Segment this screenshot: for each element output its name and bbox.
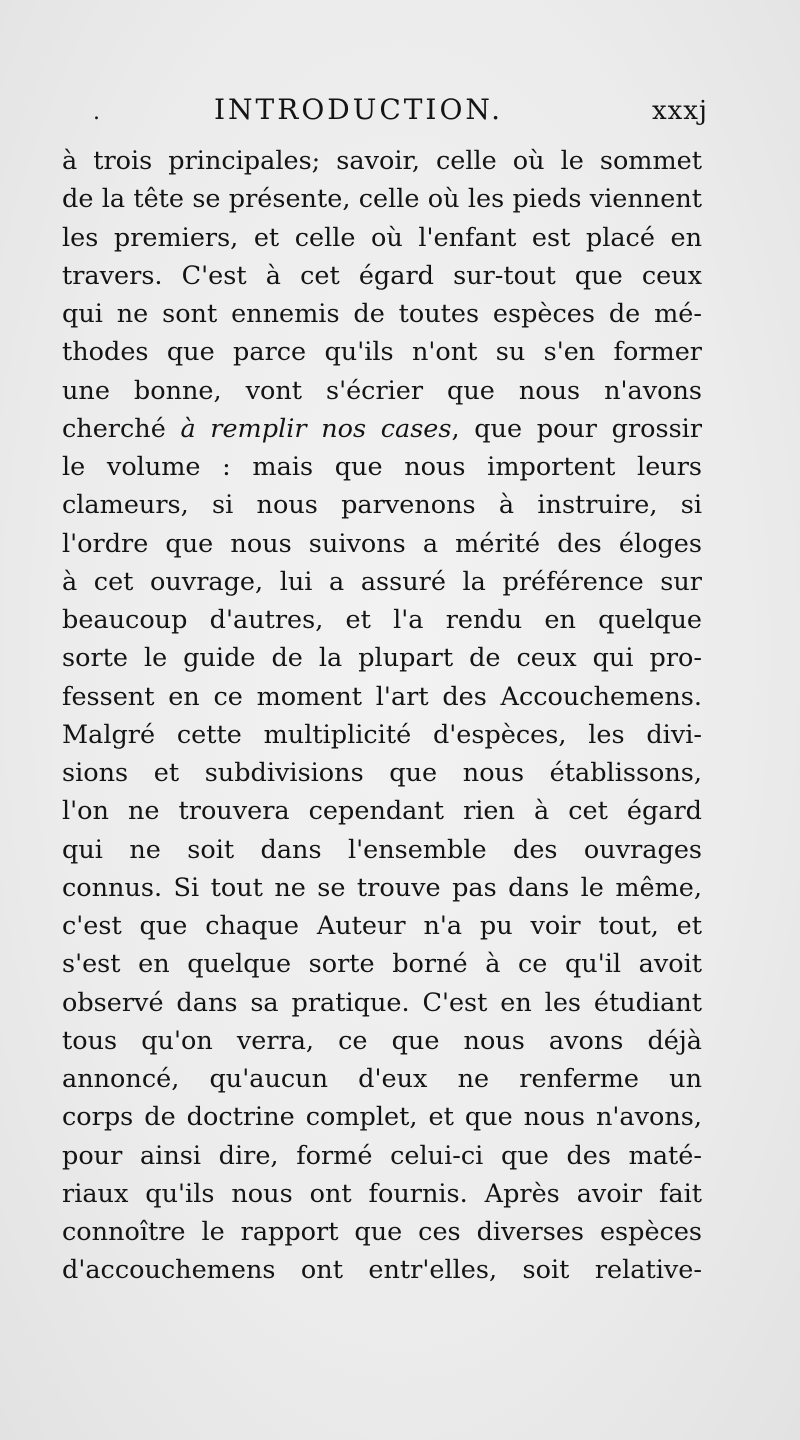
text-line: fessent en ce moment l'art des Accouchemens. xyxy=(62,681,702,712)
text-line: sorte le guide de la plupart de ceux qui pro- xyxy=(62,643,702,674)
text-line: à cet ouvrage, lui a assuré la préférence sur xyxy=(62,566,702,597)
text-line: s'est en quelque sorte borné à ce qu'il avoit xyxy=(62,949,702,980)
text-line: une bonne, vont s'écrier que nous n'avons xyxy=(62,375,702,406)
text-line: sions et subdivisions que nous établissons, xyxy=(62,758,702,788)
page-number: xxxj xyxy=(651,96,708,126)
text-segment: , que pour grossir xyxy=(451,413,702,444)
text-line: tous qu'on verra, ce que nous avons déjà xyxy=(62,1025,702,1056)
text-segment: cherché xyxy=(62,413,181,444)
text-line: observé dans sa pratique. C'est en les étudiant xyxy=(62,987,702,1018)
text-line: d'accouchemens ont entr'elles, soit relative- xyxy=(62,1255,702,1286)
text-line: le volume : mais que nous importent leurs xyxy=(62,452,702,482)
text-line: à trois principales; savoir, celle où le sommet xyxy=(62,146,702,176)
text-line: connoître le rapport que ces diverses espèces xyxy=(62,1217,702,1247)
text-line: qui ne soit dans l'ensemble des ouvrages xyxy=(62,834,702,865)
text-line: qui ne sont ennemis de toutes espèces de mé- xyxy=(62,299,702,329)
text-line xyxy=(62,410,702,448)
text-line: annoncé, qu'aucun d'eux ne renferme un xyxy=(62,1064,702,1094)
italic-phrase: à remplir nos cases xyxy=(180,413,452,444)
text-line: clameurs, si nous parvenons à instruire, si xyxy=(62,490,702,521)
running-title: INTRODUCTION. xyxy=(214,93,504,126)
running-header xyxy=(0,86,800,142)
text-line: l'on ne trouvera cependant rien à cet égard xyxy=(62,796,702,827)
text-line: c'est que chaque Auteur n'a pu voir tout, et xyxy=(62,911,702,941)
text-line: corps de doctrine complet, et que nous n'avons, xyxy=(62,1102,702,1133)
text-line: pour ainsi dire, formé celui-ci que des maté- xyxy=(62,1140,702,1171)
text-line: de la tête se présente, celle où les pieds viennent xyxy=(62,184,702,215)
header-dot: . xyxy=(93,100,100,125)
text-line: les premiers, et celle où l'enfant est placé en xyxy=(62,222,702,253)
text-line: Malgré cette multiplicité d'espèces, les divi- xyxy=(62,719,702,750)
text-line: beaucoup d'autres, et l'a rendu en quelque xyxy=(62,605,702,635)
body-text xyxy=(62,142,702,1290)
text-line: l'ordre que nous suivons a mérité des éloges xyxy=(62,528,702,559)
text-line: thodes que parce qu'ils n'ont su s'en former xyxy=(62,337,702,368)
text-line: connus. Si tout ne se trouve pas dans le même, xyxy=(62,872,702,903)
text-line: travers. C'est à cet égard sur-tout que ceux xyxy=(62,260,702,291)
text-line: riaux qu'ils nous ont fournis. Après avoir fait xyxy=(62,1178,702,1209)
